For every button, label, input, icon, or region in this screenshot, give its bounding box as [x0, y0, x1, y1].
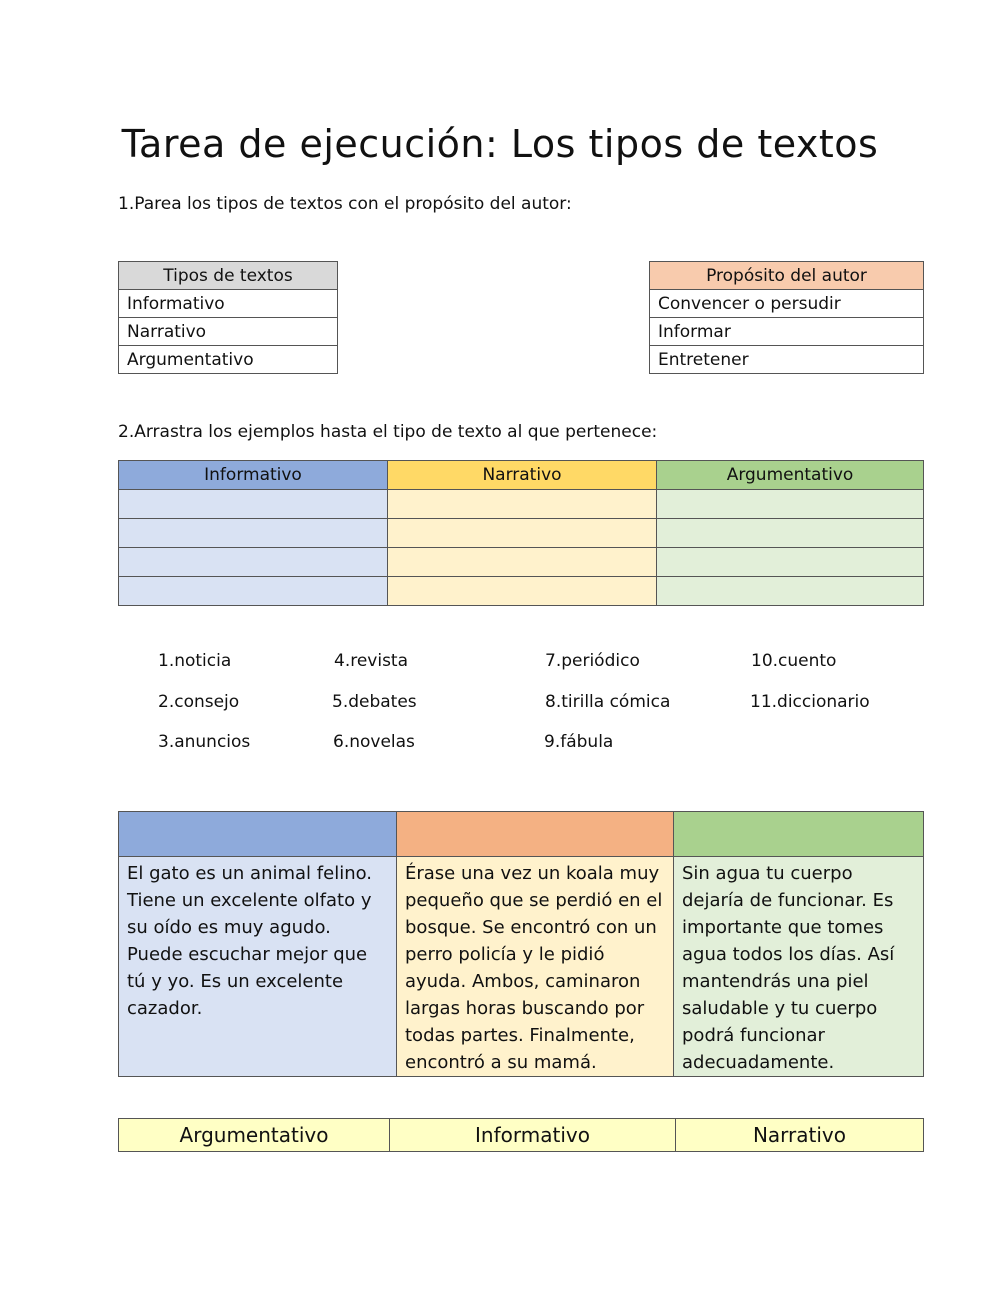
drop-cell[interactable] — [388, 519, 657, 548]
drag-word-debates[interactable]: 5.debates — [332, 692, 417, 712]
purpose-item-convencer[interactable]: Convencer o persudir — [650, 290, 924, 318]
passage-agua: Sin agua tu cuerpo dejaría de funcionar. Es importante que tomes agua todos los días. Así mantendrás una piel saludable y tu cuerpo podrá funcionar adecuadamente. — [674, 857, 924, 1077]
purpose-table — [649, 261, 924, 374]
purpose-item-entretener[interactable]: Entretener — [650, 346, 924, 374]
passage-gato: El gato es un animal felino. Tiene un excelente olfato y su oído es muy agudo. Puede escuchar mejor que tú y yo. Es un excelente cazador. — [119, 857, 397, 1077]
drop-cell[interactable] — [657, 490, 924, 519]
option-narrativo[interactable]: Narrativo — [676, 1119, 924, 1152]
drag-word-fabula[interactable]: 9.fábula — [544, 732, 614, 752]
drag-word-tirilla-comica[interactable]: 8.tirilla cómica — [545, 692, 671, 712]
drag-word-anuncios[interactable]: 3.anuncios — [158, 732, 251, 752]
question-1: 1.Parea los tipos de textos con el propósito del autor: — [118, 194, 572, 214]
drop-cell[interactable] — [388, 548, 657, 577]
drop-cell[interactable] — [388, 490, 657, 519]
types-table — [118, 261, 338, 374]
column-narrativo: Narrativo — [388, 461, 657, 490]
drag-target-table — [118, 460, 924, 606]
drag-word-cuento[interactable]: 10.cuento — [751, 651, 837, 671]
page-title: Tarea de ejecución: Los tipos de textos — [121, 122, 879, 166]
purpose-item-informar[interactable]: Informar — [650, 318, 924, 346]
passage-koala: Érase una vez un koala muy pequeño que se perdió en el bosque. Se encontró con un perro policía y le pidió ayuda. Ambos, caminaron largas horas buscando por todas partes. Finalmente, encontró a su mamá. — [397, 857, 674, 1077]
drop-cell[interactable] — [657, 577, 924, 606]
drop-cell[interactable] — [119, 519, 388, 548]
answer-options — [118, 1118, 924, 1152]
drag-word-diccionario[interactable]: 11.diccionario — [750, 692, 870, 712]
drop-cell[interactable] — [119, 577, 388, 606]
drop-cell[interactable] — [119, 548, 388, 577]
drag-word-consejo[interactable]: 2.consejo — [158, 692, 240, 712]
type-item-informativo[interactable]: Informativo — [119, 290, 338, 318]
column-argumentativo: Argumentativo — [657, 461, 924, 490]
drag-word-periodico[interactable]: 7.periódico — [545, 651, 640, 671]
drop-cell[interactable] — [388, 577, 657, 606]
option-argumentativo[interactable]: Argumentativo — [119, 1119, 390, 1152]
types-table-header: Tipos de textos — [119, 262, 338, 290]
column-informativo: Informativo — [119, 461, 388, 490]
passage-drop-green[interactable] — [674, 812, 924, 857]
drop-cell[interactable] — [657, 548, 924, 577]
passage-table — [118, 811, 924, 1077]
option-informativo[interactable]: Informativo — [390, 1119, 676, 1152]
drop-cell[interactable] — [119, 490, 388, 519]
drop-cell[interactable] — [657, 519, 924, 548]
purpose-table-header: Propósito del autor — [650, 262, 924, 290]
drag-word-revista[interactable]: 4.revista — [334, 651, 409, 671]
passage-drop-blue[interactable] — [119, 812, 397, 857]
drag-word-novelas[interactable]: 6.novelas — [333, 732, 415, 752]
passage-drop-orange[interactable] — [397, 812, 674, 857]
type-item-narrativo[interactable]: Narrativo — [119, 318, 338, 346]
type-item-argumentativo[interactable]: Argumentativo — [119, 346, 338, 374]
question-2: 2.Arrastra los ejemplos hasta el tipo de texto al que pertenece: — [118, 422, 658, 442]
drag-word-noticia[interactable]: 1.noticia — [158, 651, 232, 671]
